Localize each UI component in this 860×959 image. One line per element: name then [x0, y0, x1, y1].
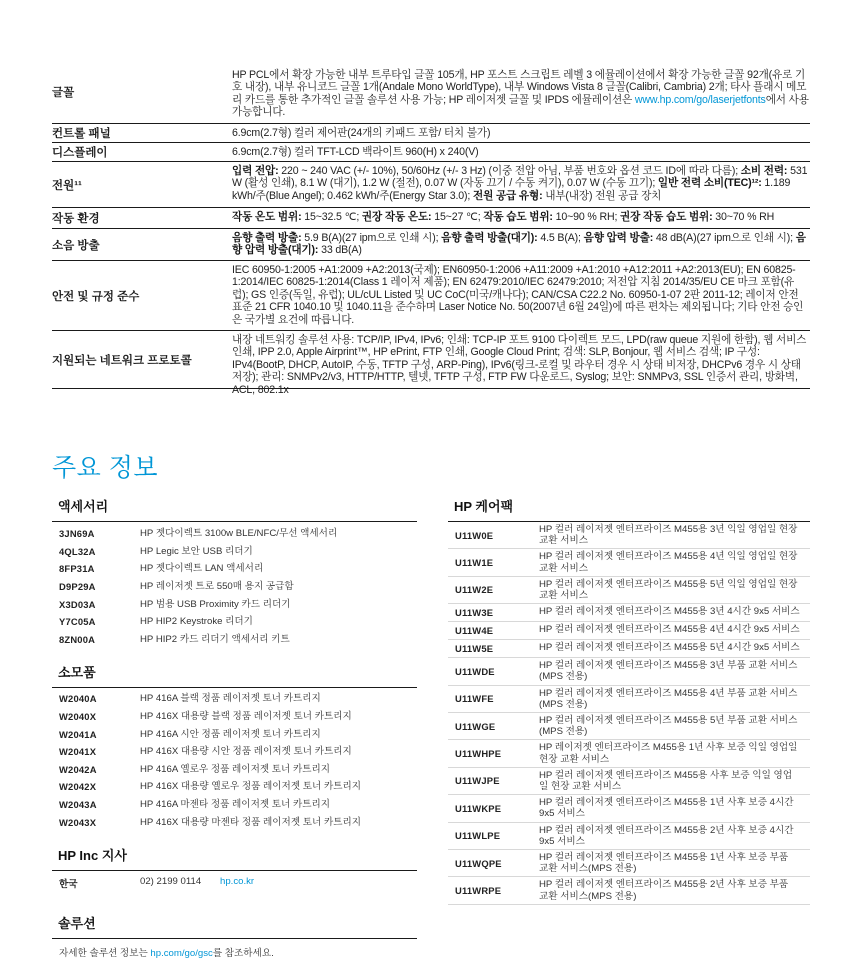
item-code: U11WQPE [455, 857, 502, 869]
item-description: HP 컬러 레이저젯 엔터프라이즈 M455용 5년 4시간 9x5 서비스 [539, 642, 800, 654]
item-description: HP 컬러 레이저젯 엔터프라이즈 M455용 1년 사후 보증 부품 교환 서비스(MPS 전용) [539, 852, 789, 875]
item-description: HP 416A 옐로우 정품 레이저젯 토너 카트리지 [140, 763, 331, 775]
office-row [52, 871, 417, 895]
spec-row-display [52, 143, 810, 162]
spec-label: 소음 방출 [52, 239, 100, 252]
list-item [448, 740, 810, 767]
spec-label: 글꼴 [52, 86, 75, 99]
list-item [448, 658, 810, 685]
spec-label: 전원¹¹ [52, 179, 82, 192]
spec-row-environment [52, 208, 810, 229]
spec-row-power [52, 162, 810, 208]
left-column [52, 490, 417, 959]
solutions-title: 솔루션 [52, 907, 417, 939]
item-code: U11W2E [455, 584, 494, 596]
supplies-title: 소모품 [52, 656, 417, 688]
supplies-group [52, 656, 417, 831]
list-item [52, 560, 417, 578]
item-code: U11W5E [455, 643, 494, 655]
carepack-group [448, 490, 810, 905]
spec-row-safety [52, 261, 810, 331]
item-description: HP 컬러 레이저젯 엔터프라이즈 M455용 3년 4시간 9x5 서비스 [539, 606, 800, 618]
spec-row-acoustic [52, 229, 810, 261]
item-description: HP 416X 대용량 마젠타 정품 레이저젯 토너 카트리지 [140, 816, 362, 828]
item-description: HP 416A 블랙 정품 레이저젯 토너 카트리지 [140, 693, 321, 705]
carepack-list [448, 522, 810, 905]
list-item [448, 549, 810, 576]
list-item [448, 850, 810, 877]
list-item [52, 613, 417, 631]
solutions-link[interactable]: hp.com/go/gsc [150, 947, 213, 959]
section-title: 주요 정보 [52, 454, 159, 482]
item-description: HP 컬러 레이저젯 엔터프라이즈 M455용 3년 익일 영업일 현장 교환 서비스 [539, 524, 798, 547]
list-item [448, 522, 810, 549]
list-item [52, 708, 417, 726]
spec-label: 안전 및 규정 준수 [52, 290, 140, 303]
item-description: HP 컬러 레이저젯 엔터프라이즈 M455용 4년 부품 교환 서비스(MPS 전용) [539, 687, 798, 710]
office-group [52, 839, 417, 895]
item-code: W2043X [59, 816, 97, 828]
item-description: HP HIP2 카드 리더기 액세서리 키트 [140, 633, 290, 645]
office-country: 한국 [59, 878, 78, 890]
spec-value: 6.9cm(2.7형) 컬러 TFT-LCD 백라이트 960(H) x 240(V) [232, 146, 479, 158]
spec-row-fonts [52, 60, 810, 124]
item-code: 8ZN00A [59, 633, 96, 645]
item-code: D9P29A [59, 581, 96, 593]
spec-label: 디스플레이 [52, 147, 108, 159]
item-description: HP 컬러 레이저젯 엔터프라이즈 M455용 2년 사후 보증 부품 교환 서비스(MPS 전용) [539, 879, 789, 902]
spec-row-network [52, 331, 810, 396]
list-item [52, 525, 417, 543]
supplies-list [52, 688, 417, 831]
item-description: HP 컬러 레이저젯 엔터프라이즈 M455용 3년 부품 교환 서비스(MPS 전용) [539, 660, 798, 683]
item-code: U11W4E [455, 625, 494, 637]
spec-value: 음향 출력 방출: 5.9 B(A)(27 ipm으로 인쇄 시); 음향 출력 방출(대기): 4.5 B(A); 음향 압력 방출: 48 dB(A)(27 ipm으로 인쇄 시); 음향 압력 방출(대기): 33 dB(A) [232, 232, 806, 257]
list-item [52, 595, 417, 613]
spec-value: HP PCL에서 확장 가능한 내부 트루타입 글꼴 105개, HP 포스트 스크립트 레벨 3 에뮬레이션에서 확장 가능한 글꼴 92개(유로 기호 내장), 내부 유니코드 글꼴 1개(Andale Mono WorldType), 내부 Windows Vista 8 글꼴(Calibri, Cambria) 2개; 타사 플래시 메모리 카드를 통한 추가적인 글꼴 솔루션 사용 가능; HP 레이저젯 글꼴 및 IPDS 에뮬레이션은 www.hp.com/go/laserjetfonts에서 사용 가능합니다. [232, 69, 809, 119]
item-description: HP 416X 대용량 옐로우 정품 레이저젯 토너 카트리지 [140, 781, 362, 793]
item-description: HP 컬러 레이저젯 엔터프라이즈 M455용 5년 부품 교환 서비스(MPS 전용) [539, 715, 798, 738]
list-item [448, 622, 810, 640]
solutions-group [52, 907, 417, 959]
spec-value: IEC 60950-1:2005 +A1:2009 +A2:2013(국제); EN60950-1:2006 +A11:2009 +A1:2010 +A12:2011 +A2:2013(EU); EN 60825-1:2014/IEC 60825-1:2014(Class 1 레이저 제품); EN 62479:2010/IEC 62479:2010; 저전압 지침 2014/35/EU CE 마크 포함(유럽); GS 인증(독일, 유럽); UL/cUL Listed 및 UC CoC(미국/캐나다); CAN/CSA C22.2 No. 60950-1-07 2판 2011-12; 레이저 안전 표준 21 CFR 1040.10 및 1040.11을 준수하며 Laser Notice No. 50(2007년 6월 24일)에 따른 편차는 제외됩니다; 기타 안전 승인은 국가별 요건에 따릅니다. [232, 264, 804, 326]
item-code: U11W3E [455, 607, 494, 619]
list-item [448, 604, 810, 622]
list-item [52, 543, 417, 561]
spec-value: 작동 온도 범위: 15~32.5 ℃; 권장 작동 온도: 15~27 ℃; 작동 습도 범위: 10~90 % RH; 권장 작동 습도 범위: 30~70 % RH [232, 211, 775, 223]
list-item [448, 768, 810, 795]
list-item [448, 877, 810, 904]
item-description: HP 레이저젯 엔터프라이즈 M455용 1년 사후 보증 익일 영업일 현장 교환 서비스 [539, 742, 798, 765]
item-description: HP 416A 시안 정품 레이저젯 토너 카트리지 [140, 728, 321, 740]
item-description: HP 컬러 레이저젯 엔터프라이즈 M455용 2년 사후 보증 4시간 9x5 서비스 [539, 824, 794, 847]
spec-value: 6.9cm(2.7형) 컬러 제어판(24개의 키패드 포함/ 터치 불가) [232, 127, 491, 139]
accessories-group [52, 490, 417, 648]
list-item [448, 713, 810, 740]
item-description: HP 416A 마젠타 정품 레이저젯 토너 카트리지 [140, 799, 331, 811]
solutions-text: 자세한 솔루션 정보는 hp.com/go/gsc를 참조하세요. [59, 947, 274, 959]
item-description: HP 젯다이렉트 3100w BLE/NFC/무선 액세서리 [140, 528, 338, 540]
fonts-link[interactable]: www.hp.com/go/laserjetfonts [634, 93, 766, 106]
item-description: HP 범용 USB Proximity 카드 리더기 [140, 598, 291, 610]
item-code: U11WHPE [455, 748, 502, 760]
item-code: U11WJPE [455, 775, 500, 787]
item-code: W2040A [59, 693, 97, 705]
right-column [448, 490, 810, 905]
spec-label: 지원되는 네트워크 프로토콜 [52, 354, 192, 367]
item-code: W2041A [59, 728, 97, 740]
item-code: U11W1E [455, 557, 494, 568]
item-code: U11W0E [455, 529, 494, 541]
list-item [52, 690, 417, 708]
item-code: U11WRPE [455, 885, 502, 897]
list-item [52, 578, 417, 596]
item-code: 4QL32A [59, 545, 96, 557]
list-item [52, 761, 417, 779]
item-code: U11WFE [455, 693, 494, 705]
item-description: HP 컬러 레이저젯 엔터프라이즈 M455용 5년 익일 영업일 현장 교환 서비스 [539, 578, 798, 602]
spec-table [52, 60, 810, 396]
item-code: X3D03A [59, 598, 96, 610]
list-item [448, 640, 810, 658]
item-description: HP 컬러 레이저젯 엔터프라이즈 M455용 1년 사후 보증 4시간 9x5 서비스 [539, 797, 794, 820]
list-item [448, 577, 810, 604]
item-description: HP 416X 대용량 블랙 정품 레이저젯 토너 카트리지 [140, 711, 352, 723]
office-site-link[interactable]: hp.co.kr [220, 875, 255, 887]
item-description: HP 416X 대용량 시안 정품 레이저젯 토너 카트리지 [140, 746, 352, 758]
item-description: HP 컬러 레이저젯 엔터프라이즈 M455용 4년 익일 영업일 현장 교환 서비스 [539, 551, 798, 574]
list-item [52, 813, 417, 831]
list-item [52, 631, 417, 649]
spec-value: 내장 네트워킹 솔루션 사용: TCP/IP, IPv4, IPv6; 인쇄: TCP-IP 포트 9100 다이렉트 모드, LPD(raw queue 지원에 한함), 웹 서비스 인쇄, IPP 2.0, Apple Airprint™, HP ePrint, FTP 인쇄, Google Cloud Print; 검색: SLP, Bonjour, 웹 서비스 검색; IP 구성: IPv4(BootP, DHCP, AutoIP, 수동, TFTP 구성, ARP-Ping), IPv6(링크-로컬 및 라우터 경우 시 상태 비저장, DHCPv6 경우 시 상태 저장); 관리: SNMPv2/v3, HTTP/HTTP, 텔넷, TFTP 구성, FTP FW 다운로드, Syslog; 보안: SNMPv3, SSL 인증서 관리, 방화벽, ACL, 802.1x [232, 334, 807, 396]
item-code: W2041X [59, 746, 97, 758]
item-code: U11WDE [455, 665, 495, 677]
list-item [52, 778, 417, 796]
item-description: HP 젯다이렉트 LAN 액세서리 [140, 563, 264, 575]
item-description: HP HIP2 Keystroke 리더기 [140, 616, 253, 628]
item-code: U11WKPE [455, 802, 502, 814]
office-title: HP Inc 지사 [52, 839, 417, 871]
item-description: HP 컬러 레이저젯 엔터프라이즈 M455용 사후 보증 익일 영업일 현장 교환 서비스 [539, 769, 793, 793]
accessories-list [52, 522, 417, 648]
item-code: U11WLPE [455, 830, 501, 842]
spec-row-control-panel [52, 124, 810, 143]
office-phone: 02) 2199 0114 [140, 875, 202, 887]
item-code: W2042A [59, 763, 97, 775]
item-description: HP Legic 보안 USB 리더기 [140, 545, 253, 557]
spec-label: 작동 환경 [52, 213, 100, 225]
item-code: U11WGE [455, 720, 496, 732]
item-code: 8FP31A [59, 563, 95, 575]
item-code: Y7C05A [59, 616, 96, 628]
list-item [448, 823, 810, 850]
list-item [448, 686, 810, 713]
item-code: 3JN69A [59, 528, 95, 540]
item-code: W2040X [59, 711, 97, 723]
list-item [52, 743, 417, 761]
spec-label: 컨트롤 패널 [52, 128, 111, 140]
item-code: W2043A [59, 799, 97, 811]
spec-value: 입력 전압: 220 ~ 240 VAC (+/- 10%), 50/60Hz (+/- 3 Hz) (이중 전압 아님, 부품 번호와 옵션 코드 ID에 따라 다름); 소비 전력: 531 W (활성 인쇄), 8.1 W (대기), 1.2 W (절전), 0.07 W (자동 끄기 / 수동 켜기), 0.07 W (수동 끄기); 일반 전력 소비(TEC)¹²: 1.189 kWh/주(Blue Angel); 0.462 kWh/주(Energy Star 3.0); 전원 공급 유형: 내부(내장) 전원 공급 장치 [232, 165, 808, 202]
item-description: HP 컬러 레이저젯 엔터프라이즈 M455용 4년 4시간 9x5 서비스 [539, 624, 800, 636]
accessories-title: 액세서리 [52, 490, 417, 522]
list-item [448, 795, 810, 822]
list-item [52, 796, 417, 814]
item-description: HP 레이저젯 트로 550매 용지 공급함 [140, 581, 294, 593]
item-code: W2042X [59, 781, 97, 793]
carepack-title: HP 케어팩 [448, 490, 810, 522]
list-item [52, 725, 417, 743]
